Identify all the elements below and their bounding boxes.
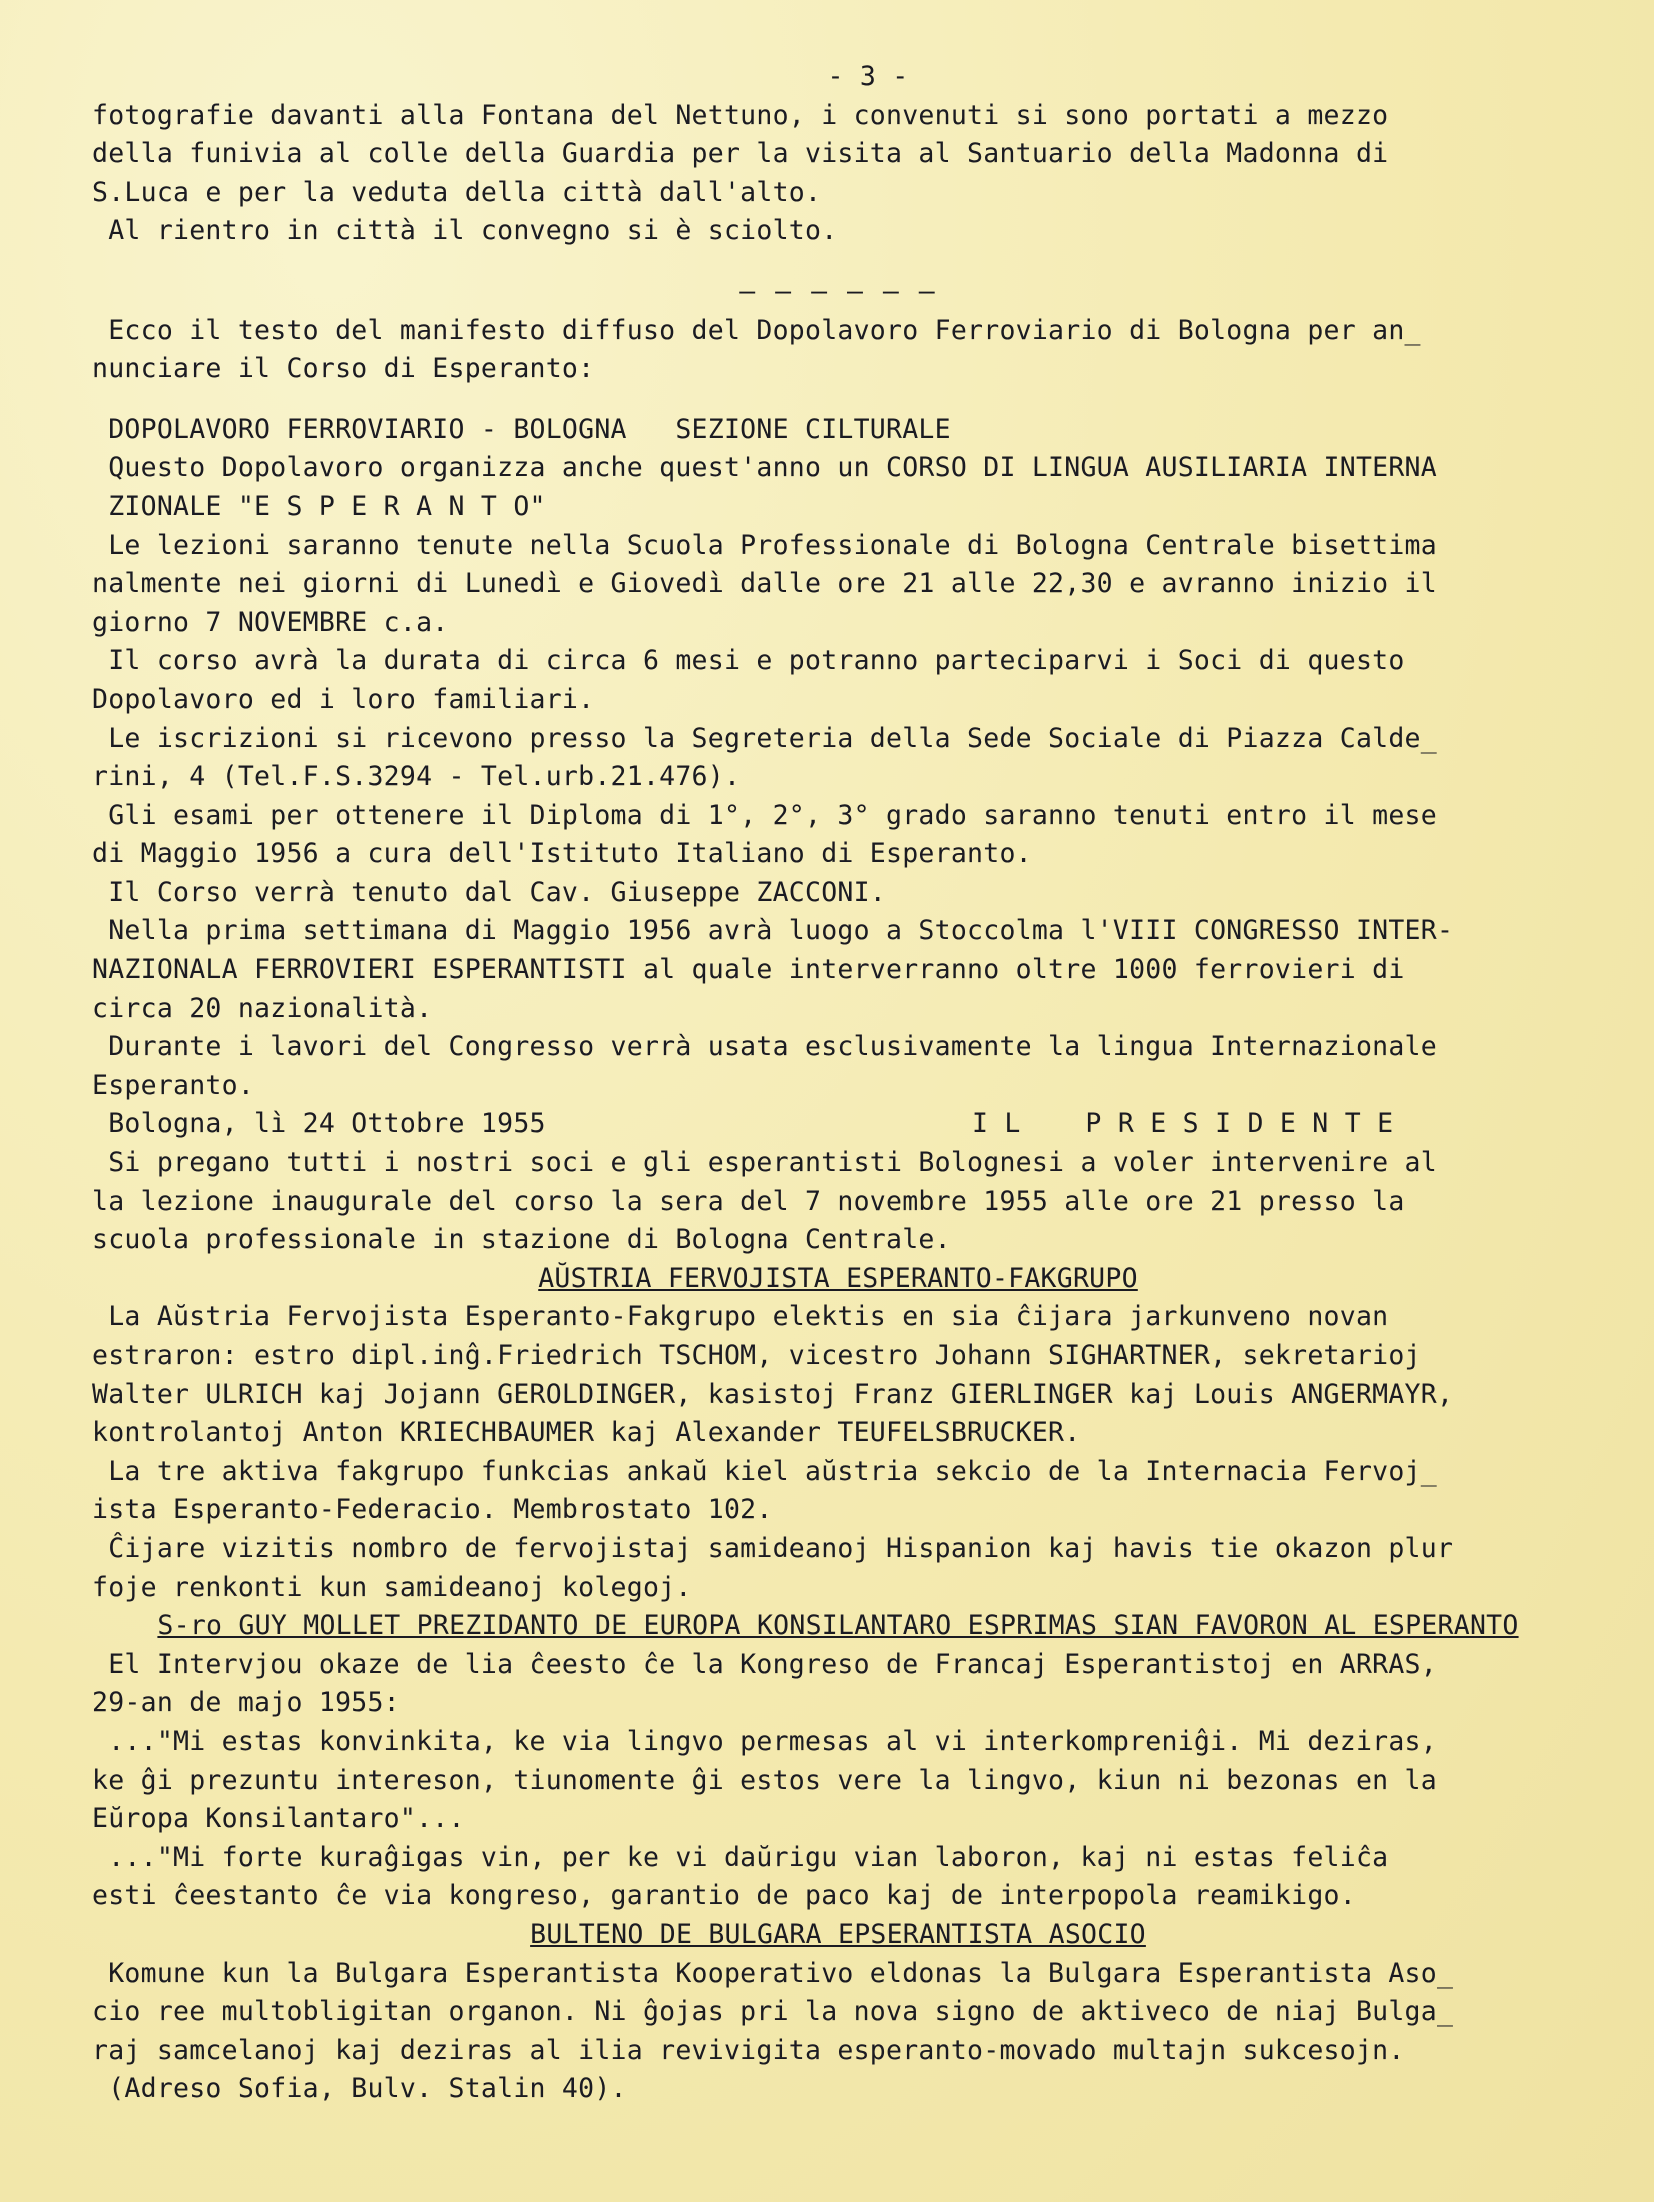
manifesto-text: [92, 411, 1584, 1106]
text-line: Ecco il testo del manifesto diffuso del Dopolavoro Ferroviario di Bologna per an_: [92, 314, 1421, 346]
text-line: Le lezioni saranno tenute nella Scuola Professionale di Bologna Centrale bisettima: [92, 529, 1437, 561]
text-line: nunciare il Corso di Esperanto:: [92, 353, 595, 385]
text-line: ..."Mi forte kuraĝigas vin, per ke vi daŭrigu vian laboron, kaj ni estas feliĉa: [92, 1841, 1389, 1873]
text-line: La tre aktiva fakgrupo funkcias ankaŭ kiel aŭstria sekcio de la Internacia Fervoj_: [92, 1455, 1437, 1487]
text-line: Gli esami per ottenere il Diploma di 1°, 2°, 3° grado saranno tenuti entro il mese: [92, 799, 1437, 831]
text-line: Durante i lavori del Congresso verrà usata esclusivamente la lingua Internazionale: [92, 1031, 1437, 1063]
intro-paragraph: [92, 97, 1584, 251]
text-line: foje renkonti kun samideanoj kolegoj.: [92, 1571, 692, 1603]
text-line: cio ree multobligitan organon. Ni ĝojas pri la nova signo de aktiveco de niaj Bulga_: [92, 1996, 1454, 2028]
text-line: Esperanto.: [92, 1069, 255, 1101]
text-line: NAZIONALA FERROVIERI ESPERANTISTI al quale interverranno oltre 1000 ferrovieri di: [92, 954, 1405, 986]
bulgara-section: [92, 1955, 1584, 2109]
austria-section: [92, 1298, 1584, 1607]
text-line: ZIONALE "E S P E R A N T O": [92, 490, 546, 522]
text-line: kontrolantoj Anton KRIECHBAUMER kaj Alexander TEUFELSBRUCKER.: [92, 1417, 1081, 1449]
section-heading-austria: [92, 1260, 1584, 1299]
text-line: la lezione inaugurale del corso la sera del 7 novembre 1955 alle ore 21 presso la: [92, 1185, 1405, 1217]
signature-row: [92, 1105, 1584, 1144]
text-line: scuola professionale in stazione di Bologna Centrale.: [92, 1224, 951, 1256]
heading-text: S-ro GUY MOLLET PREZIDANTO DE EUROPA KONSILANTARO ESPRIMAS SIAN FAVORON AL ESPERANTO: [157, 1610, 1519, 1642]
text-line: ista Esperanto-Federacio. Membrostato 102.: [92, 1494, 773, 1526]
text-line: Si pregano tutti i nostri soci e gli esperantisti Bolognesi a voler intervenire al: [92, 1147, 1437, 1179]
section-separator: – – – – – –: [739, 275, 937, 307]
heading-text: AŬSTRIA FERVOJISTA ESPERANTO-FAKGRUPO: [538, 1262, 1138, 1294]
text-line: di Maggio 1956 a cura dell'Istituto Italiano di Esperanto.: [92, 838, 1032, 870]
text-line: Il Corso verrà tenuto dal Cav. Giuseppe ZACCONI.: [92, 876, 887, 908]
text-line: raj samcelanoj kaj deziras al ilia revivigita esperanto-movado multajn sukcesojn.: [92, 2034, 1405, 2066]
text-line: Il corso avrà la durata di circa 6 mesi e potranno parteciparvi i Soci di questo: [92, 645, 1405, 677]
section-heading-bulgara: [92, 1916, 1584, 1955]
text-line: Al rientro in città il convegno si è sciolto.: [92, 215, 838, 247]
text-line: Eŭropa Konsilantaro"...: [92, 1803, 465, 1835]
text-line: rini, 4 (Tel.F.S.3294 - Tel.urb.21.476).: [92, 761, 741, 793]
manifesto-intro: [92, 312, 1584, 389]
text-line: Questo Dopolavoro organizza anche quest'anno un CORSO DI LINGUA AUSILIARIA INTERNA: [92, 452, 1437, 484]
text-line: fotografie davanti alla Fontana del Nettuno, i convenuti si sono portati a mezzo: [92, 99, 1389, 131]
text-line: Dopolavoro ed i loro familiari.: [92, 683, 595, 715]
text-line: Le iscrizioni si ricevono presso la Segreteria della Sede Sociale di Piazza Calde_: [92, 722, 1437, 754]
text-line: giorno 7 NOVEMBRE c.a.: [92, 606, 449, 638]
text-line: ..."Mi estas konvinkita, ke via lingvo permesas al vi interkompreniĝi. Mi deziras,: [92, 1725, 1437, 1757]
text-line: estraron: estro dipl.inĝ.Friedrich TSCHOM, vicestro Johann SIGHARTNER, sekretarioj: [92, 1340, 1421, 1371]
heading-text: BULTENO DE BULGARA EPSERANTISTA ASOCIO: [530, 1918, 1146, 1950]
text-line: Nella prima settimana di Maggio 1956 avrà luogo a Stoccolma l'VIII CONGRESSO INTER-: [92, 915, 1454, 947]
text-line: S.Luca e per la veduta della città dall'alto.: [92, 176, 822, 208]
text-line: della funivia al colle della Guardia per la visita al Santuario della Madonna di: [92, 138, 1389, 170]
mollet-section: [92, 1646, 1584, 1916]
text-line: DOPOLAVORO FERROVIARIO - BOLOGNA SEZIONE CILTURALE: [92, 413, 951, 445]
text-line: El Intervjou okaze de lia ĉeesto ĉe la Kongreso de Francaj Esperantistoj en ARRAS,: [92, 1648, 1437, 1680]
signer: I L P R E S I D E N T E: [972, 1108, 1394, 1140]
text-line: (Adreso Sofia, Bulv. Stalin 40).: [92, 2073, 627, 2105]
text-line: 29-an de majo 1955:: [92, 1687, 400, 1719]
section-heading-mollet: [92, 1607, 1584, 1646]
invite-paragraph: [92, 1144, 1584, 1260]
text-line: Komune kun la Bulgara Esperantista Kooperativo eldonas la Bulgara Esperantista Aso_: [92, 1957, 1454, 1989]
text-line: circa 20 nazionalità.: [92, 992, 433, 1024]
place-date: Bologna, lì 24 Ottobre 1955: [92, 1108, 546, 1140]
text-line: Walter ULRICH kaj Jojann GEROLDINGER, kasistoj Franz GIERLINGER kaj Louis ANGERMAYR,: [92, 1378, 1454, 1410]
text-line: nalmente nei giorni di Lunedì e Giovedì dalle ore 21 alle 22,30 e avranno inizio il: [92, 568, 1437, 600]
text-line: esti ĉeestanto ĉe via kongreso, garantio de paco kaj de interpopola reamikigo.: [92, 1880, 1356, 1912]
text-line: La Aŭstria Fervojista Esperanto-Fakgrupo elektis en sia ĉijara jarkunveno novan: [92, 1301, 1389, 1333]
page-number: - 3 -: [827, 61, 909, 92]
text-line: ke ĝi prezuntu intereson, tiunomente ĝi estos vere la lingvo, kiun ni bezonas en la: [92, 1764, 1437, 1796]
text-line: Ĉijare vizitis nombro de fervojistaj samideanoj Hispanion kaj havis tie okazon plur: [92, 1532, 1454, 1564]
